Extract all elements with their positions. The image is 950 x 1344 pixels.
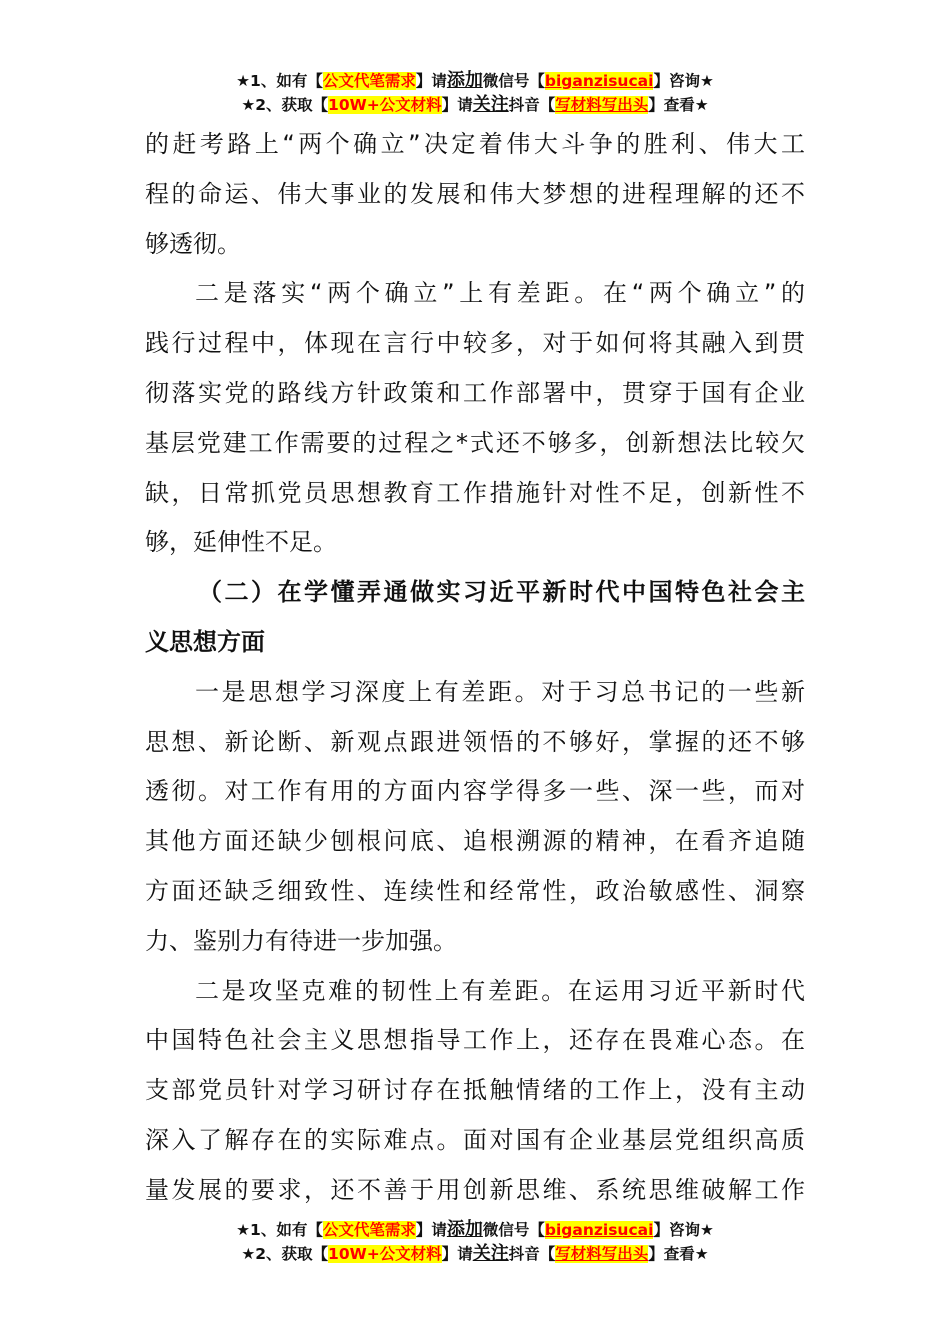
promo-banner-bottom bbox=[0, 1218, 950, 1266]
paragraph-line: 缺，日常抓党员思想教育工作措施针对性不足，创新性不 bbox=[145, 478, 805, 507]
promo-text: 】请 bbox=[441, 96, 473, 114]
promo-banner-top bbox=[0, 69, 950, 117]
paragraph-line: 透彻。对工作有用的方面内容学得多一些、深一些，而对 bbox=[145, 777, 805, 806]
promo-text: 抖音【 bbox=[508, 1245, 556, 1263]
promo-highlight: 10W+公文材料 bbox=[328, 96, 442, 114]
promo-emphasis: 添加 bbox=[446, 70, 483, 91]
paragraph-line: 量发展的要求，还不善于用创新思维、系统思维破解工作 bbox=[145, 1175, 805, 1204]
promo-emphasis: 关注 bbox=[472, 94, 509, 115]
paragraph-line: 其他方面还缺少刨根问底、追根溯源的精神，在看齐追随 bbox=[145, 827, 805, 856]
paragraph-line: 中国特色社会主义思想指导工作上，还存在畏难心态。在 bbox=[145, 1026, 805, 1055]
paragraph-line: 一是思想学习深度上有差距。对于习总书记的一些新 bbox=[195, 677, 805, 706]
paragraph-line: 程的命运、伟大事业的发展和伟大梦想的进程理解的还不 bbox=[145, 179, 805, 208]
promo-text: 】查看★ bbox=[648, 1245, 709, 1263]
paragraph-line: 彻落实党的路线方针政策和工作部署中，贯穿于国有企业 bbox=[145, 378, 805, 407]
paragraph-line: 支部党员针对学习研讨存在抵触情绪的工作上，没有主动 bbox=[145, 1076, 805, 1105]
promo-text: ★1、如有【 bbox=[236, 1221, 323, 1239]
paragraph-line: 二是落实“两个确立”上有差距。在“两个确立”的 bbox=[195, 279, 805, 308]
promo-text: ★2、获取【 bbox=[241, 96, 329, 114]
promo-highlight: 公文代笔需求 bbox=[322, 1221, 416, 1239]
section-heading-line: 义思想方面 bbox=[145, 627, 265, 656]
paragraph-line: 够透彻。 bbox=[145, 229, 241, 258]
promo-text: 】请 bbox=[415, 1221, 447, 1239]
promo-text: 】查看★ bbox=[648, 96, 709, 114]
paragraph-line: 基层党建工作需要的过程之*式还不够多，创新想法比较欠 bbox=[145, 428, 805, 457]
promo-line-1 bbox=[0, 69, 950, 93]
paragraph-line: 践行过程中，体现在言行中较多，对于如何将其融入到贯 bbox=[145, 329, 805, 358]
promo-text: 微信号【 bbox=[482, 1221, 545, 1239]
promo-emphasis: 关注 bbox=[472, 1243, 509, 1264]
promo-line-2 bbox=[0, 1242, 950, 1266]
paragraph-line: 力、鉴别力有待进一步加强。 bbox=[145, 926, 457, 955]
promo-emphasis: 添加 bbox=[446, 1219, 483, 1240]
paragraph-line: 思想、新论断、新观点跟进领悟的不够好，掌握的还不够 bbox=[145, 727, 805, 756]
paragraph-line: 够，延伸性不足。 bbox=[145, 528, 337, 557]
paragraph-line: 的赶考路上“两个确立”决定着伟大斗争的胜利、伟大工 bbox=[145, 130, 805, 158]
promo-highlight: 10W+公文材料 bbox=[328, 1245, 442, 1263]
document-body bbox=[145, 120, 805, 1216]
promo-text: 微信号【 bbox=[482, 72, 545, 90]
douyin-account: 写材料写出头 bbox=[555, 96, 649, 114]
wechat-id: biganzisucai bbox=[544, 72, 654, 90]
promo-highlight: 公文代笔需求 bbox=[322, 72, 416, 90]
section-heading-line: （二）在学懂弄通做实习近平新时代中国特色社会主 bbox=[198, 578, 805, 607]
paragraph-line: 方面还缺乏细致性、连续性和经常性，政治敏感性、洞察 bbox=[145, 876, 805, 905]
promo-text: 抖音【 bbox=[508, 96, 556, 114]
promo-line-2 bbox=[0, 93, 950, 117]
promo-text: 】咨询★ bbox=[653, 72, 714, 90]
promo-text: 】请 bbox=[415, 72, 447, 90]
promo-text: 】咨询★ bbox=[653, 1221, 714, 1239]
promo-text: ★1、如有【 bbox=[236, 72, 323, 90]
douyin-account: 写材料写出头 bbox=[555, 1245, 649, 1263]
promo-line-1 bbox=[0, 1218, 950, 1242]
promo-text: 】请 bbox=[441, 1245, 473, 1263]
paragraph-line: 二是攻坚克难的韧性上有差距。在运用习近平新时代 bbox=[195, 976, 805, 1005]
promo-text: ★2、获取【 bbox=[241, 1245, 329, 1263]
wechat-id: biganzisucai bbox=[544, 1221, 654, 1239]
paragraph-line: 深入了解存在的实际难点。面对国有企业基层党组织高质 bbox=[145, 1125, 805, 1154]
